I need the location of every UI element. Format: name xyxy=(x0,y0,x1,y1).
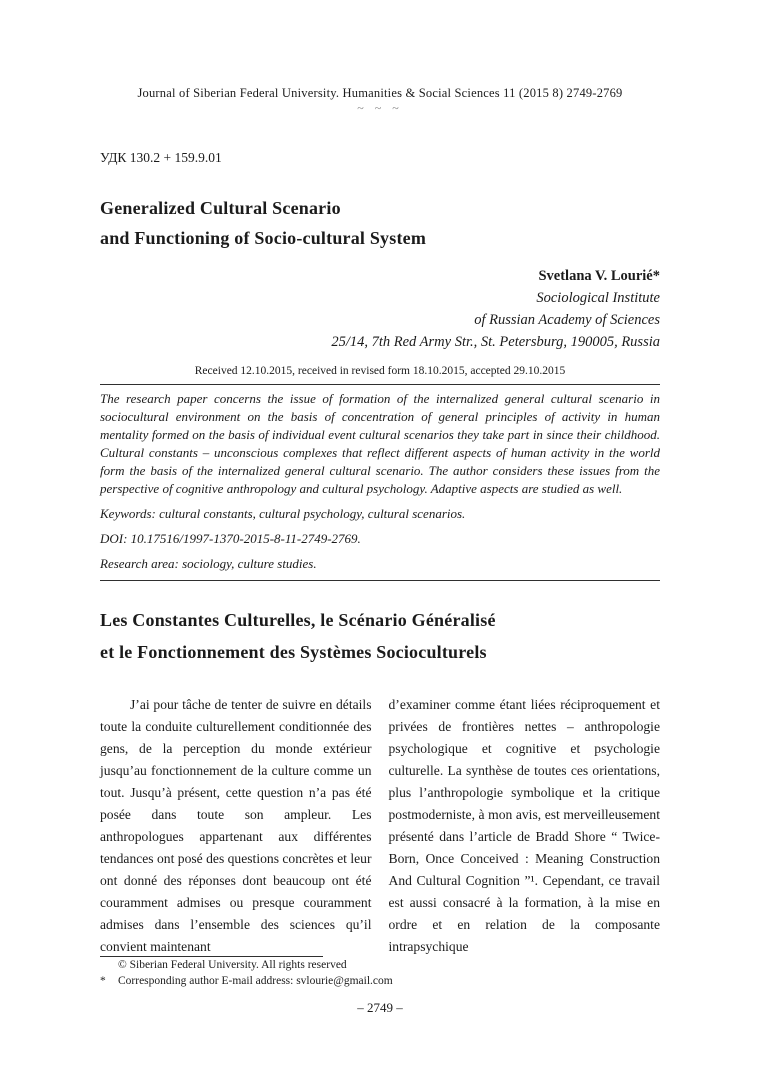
author-affiliation-line1: Sociological Institute xyxy=(536,290,660,306)
body-two-columns xyxy=(100,694,660,958)
author-name: Svetlana V. Lourié* xyxy=(538,268,660,284)
french-title-line1: Les Constantes Culturelles, le Scénario Généralisé xyxy=(100,610,496,630)
journal-header: Journal of Siberian Federal University. Humanities & Social Sciences 11 (2015 8) 2749-2769 xyxy=(137,86,623,100)
doi-line: DOI: 10.17516/1997-1370-2015-8-11-2749-2769. xyxy=(100,531,361,546)
corresponding-author-text: Corresponding author E-mail address: svlourie@gmail.com xyxy=(118,975,393,987)
body-left-column: J’ai pour tâche de tenter de suivre en détails toute la conduite culturellement conditionnée des gens, de la perception du monde extérieur jusqu’au fonctionnement de la culture comme un tout. Jusqu’à présent, cette question n’a pas été posée dans toute son ampleur. Les anthropologues appartenant aux différentes tendances ont posé des questions concrètes et leur ont donné des réponses dont beaucoup ont été couramment admises ou presque couramment admises dans l’ensemble des sciences qu’il convient maintenant xyxy=(100,697,372,954)
footnote-block xyxy=(100,956,660,989)
article-title-line2: and Functioning of Socio-cultural System xyxy=(100,228,427,248)
research-area-line: Research area: sociology, culture studies. xyxy=(100,556,317,571)
author-address: 25/14, 7th Red Army Str., St. Petersburg, 190005, Russia xyxy=(331,334,660,350)
page-number: – 2749 – xyxy=(357,1000,403,1015)
body-right-column: d’examiner comme étant liées réciproquement et privées de frontières nettes – anthropologie psychologique et cognitive et psychologie culturelle. La synthèse de toutes ces orientations, plus l’anthropologie symbolique et la critique postmoderniste, à mon avis, est merveilleusement présenté dans l’article de Bradd Shore “ Twice-Born, Once Conceived : Meaning Construction And Cultural Cognition ”¹. Cependant, ce travail est aussi consacré à la formation, à la mise en ordre et en relation de la composante intrapsychique xyxy=(388,697,660,954)
keywords-line: Keywords: cultural constants, cultural psychology, cultural scenarios. xyxy=(100,506,466,521)
footnote-asterisk: * xyxy=(100,975,106,987)
author-affiliation-line2: of Russian Academy of Sciences xyxy=(474,312,660,328)
abstract-bottom-rule xyxy=(100,580,660,581)
french-title xyxy=(100,604,660,668)
corresponding-author-line xyxy=(100,973,660,989)
tilde-divider: ~ ~ ~ xyxy=(357,101,403,115)
author-block xyxy=(100,265,660,353)
article-title xyxy=(100,193,660,253)
abstract-text: The research paper concerns the issue of formation of the internalized general cultural scenario in sociocultural environment on the basis of concentration of general principles of activity in human mentality formed on the basis of individual event cultural scenarios they take part in since their childhood. Cultural constants – unconscious complexes that reflect different aspects of human activity in the world form the basis of the internalized general cultural scenario. The author considers these issues from the perspective of cognitive anthropology and cultural psychology. Adaptive aspects are studied as well. xyxy=(100,391,660,496)
udc-code: УДК 130.2 + 159.9.01 xyxy=(100,150,222,165)
french-title-line2: et le Fonctionnement des Systèmes Socioculturels xyxy=(100,642,487,662)
received-dates-line: Received 12.10.2015, received in revised form 18.10.2015, accepted 29.10.2015 xyxy=(194,365,566,377)
copyright-line: © Siberian Federal University. All rights reserved xyxy=(118,959,347,971)
abstract-top-rule xyxy=(100,384,660,385)
article-title-line1: Generalized Cultural Scenario xyxy=(100,198,341,218)
